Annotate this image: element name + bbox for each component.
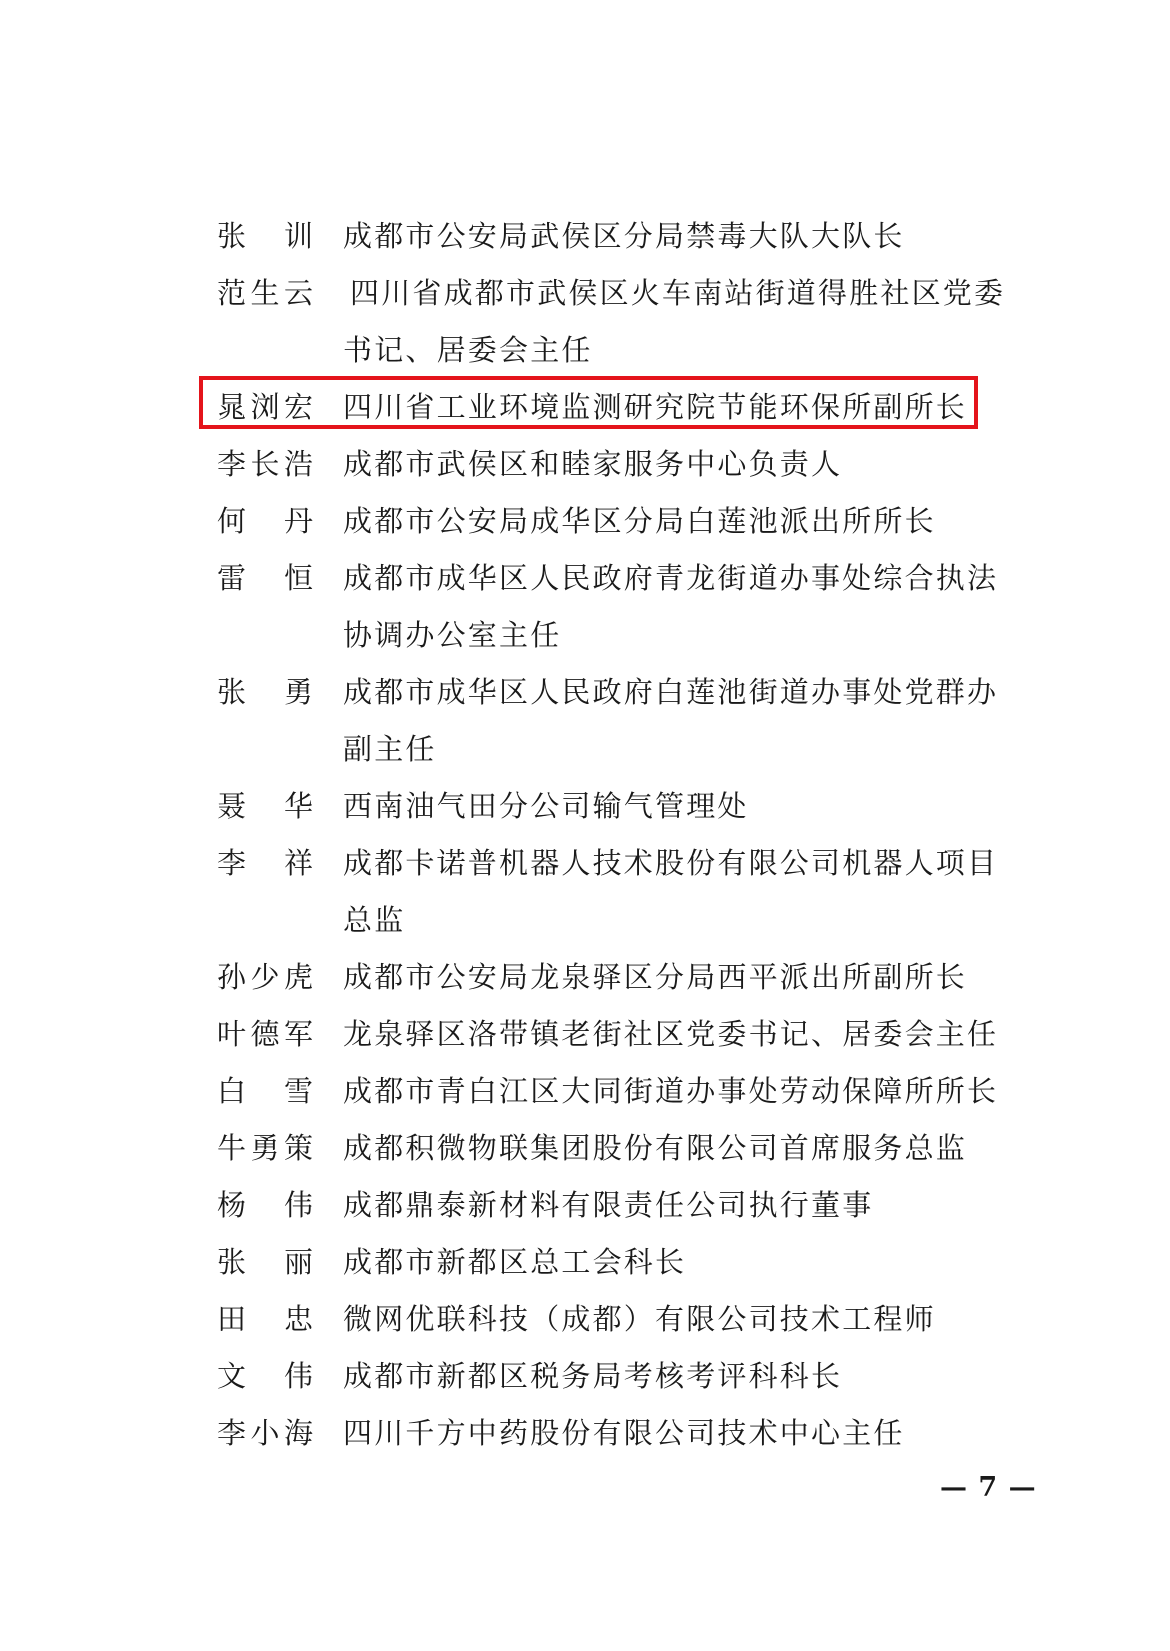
list-item: [0, 1291, 1170, 1348]
person-title: 龙泉驿区洛带镇老街社区党委书记、居委会主任: [343, 1017, 999, 1051]
person-name: 叶 德 军: [217, 1017, 313, 1051]
person-title: 微网优联科技（成都）有限公司技术工程师: [343, 1302, 936, 1336]
list-item: [0, 1063, 1170, 1120]
person-title-continued: 协调办公室主任: [343, 618, 562, 652]
list-item: [0, 493, 1170, 550]
person-name: 孙 少 虎: [217, 960, 313, 994]
person-title: 西南油气田分公司输气管理处: [343, 789, 749, 823]
person-title: 四川省工业环境监测研究院节能环保所副所长: [343, 390, 968, 424]
person-title: 成都鼎泰新材料有限责任公司执行董事: [343, 1188, 874, 1222]
list-item: [0, 949, 1170, 1006]
person-title: 成都市公安局龙泉驿区分局西平派出所副所长: [343, 960, 968, 994]
person-name: 白 雪: [217, 1074, 313, 1108]
list-item: [0, 1234, 1170, 1291]
list-item: [0, 664, 1170, 778]
person-name: 晁 浏 宏: [217, 390, 313, 424]
list-item: [0, 550, 1170, 664]
person-title: 四川省成都市武侯区火车南站街道得胜社区党委: [350, 276, 1006, 310]
list-item: [0, 778, 1170, 835]
list-item: [0, 835, 1170, 949]
person-name: 张 勇: [217, 675, 313, 709]
person-name: 何 丹: [217, 504, 313, 538]
red-highlight-box: [199, 376, 978, 429]
person-name: 张 训: [217, 219, 313, 253]
person-title: 成都市新都区税务局考核考评科科长: [343, 1359, 843, 1393]
list-item: [0, 1120, 1170, 1177]
person-title: 成都市公安局武侯区分局禁毒大队大队长: [343, 219, 905, 253]
page-number: — 7 —: [940, 1472, 1037, 1503]
person-name: 雷 恒: [217, 561, 313, 595]
list-item: [0, 1405, 1170, 1462]
person-name: 范 生 云: [217, 276, 313, 310]
person-name: 杨 伟: [217, 1188, 313, 1222]
person-title: 成都市新都区总工会科长: [343, 1245, 687, 1279]
person-title-continued: 总监: [343, 903, 406, 937]
person-title: 四川千方中药股份有限公司技术中心主任: [343, 1416, 905, 1450]
person-name: 张 丽: [217, 1245, 313, 1279]
person-title: 成都市青白江区大同街道办事处劳动保障所所长: [343, 1074, 999, 1108]
person-title-continued: 副主任: [343, 732, 437, 766]
person-name: 牛 勇 策: [217, 1131, 313, 1165]
list-item: [0, 1348, 1170, 1405]
person-title: 成都市成华区人民政府青龙街道办事处综合执法: [343, 561, 999, 595]
person-name: 李 祥: [217, 846, 313, 880]
person-name: 李 小 海: [217, 1416, 313, 1450]
person-title: 成都市武侯区和睦家服务中心负责人: [343, 447, 843, 481]
person-name: 聂 华: [217, 789, 313, 823]
person-name: 李 长 浩: [217, 447, 313, 481]
person-name: 文 伟: [217, 1359, 313, 1393]
person-title: 成都卡诺普机器人技术股份有限公司机器人项目: [343, 846, 999, 880]
list-item: [0, 265, 1170, 379]
list-item: [0, 1177, 1170, 1234]
list-item: [0, 1006, 1170, 1063]
person-title: 成都市成华区人民政府白莲池街道办事处党群办: [343, 675, 999, 709]
person-title: 成都市公安局成华区分局白莲池派出所所长: [343, 504, 936, 538]
person-title: 成都积微物联集团股份有限公司首席服务总监: [343, 1131, 968, 1165]
person-name: 田 忠: [217, 1302, 313, 1336]
person-title-continued: 书记、居委会主任: [343, 333, 593, 367]
list-item: [0, 436, 1170, 493]
list-item: [0, 208, 1170, 265]
